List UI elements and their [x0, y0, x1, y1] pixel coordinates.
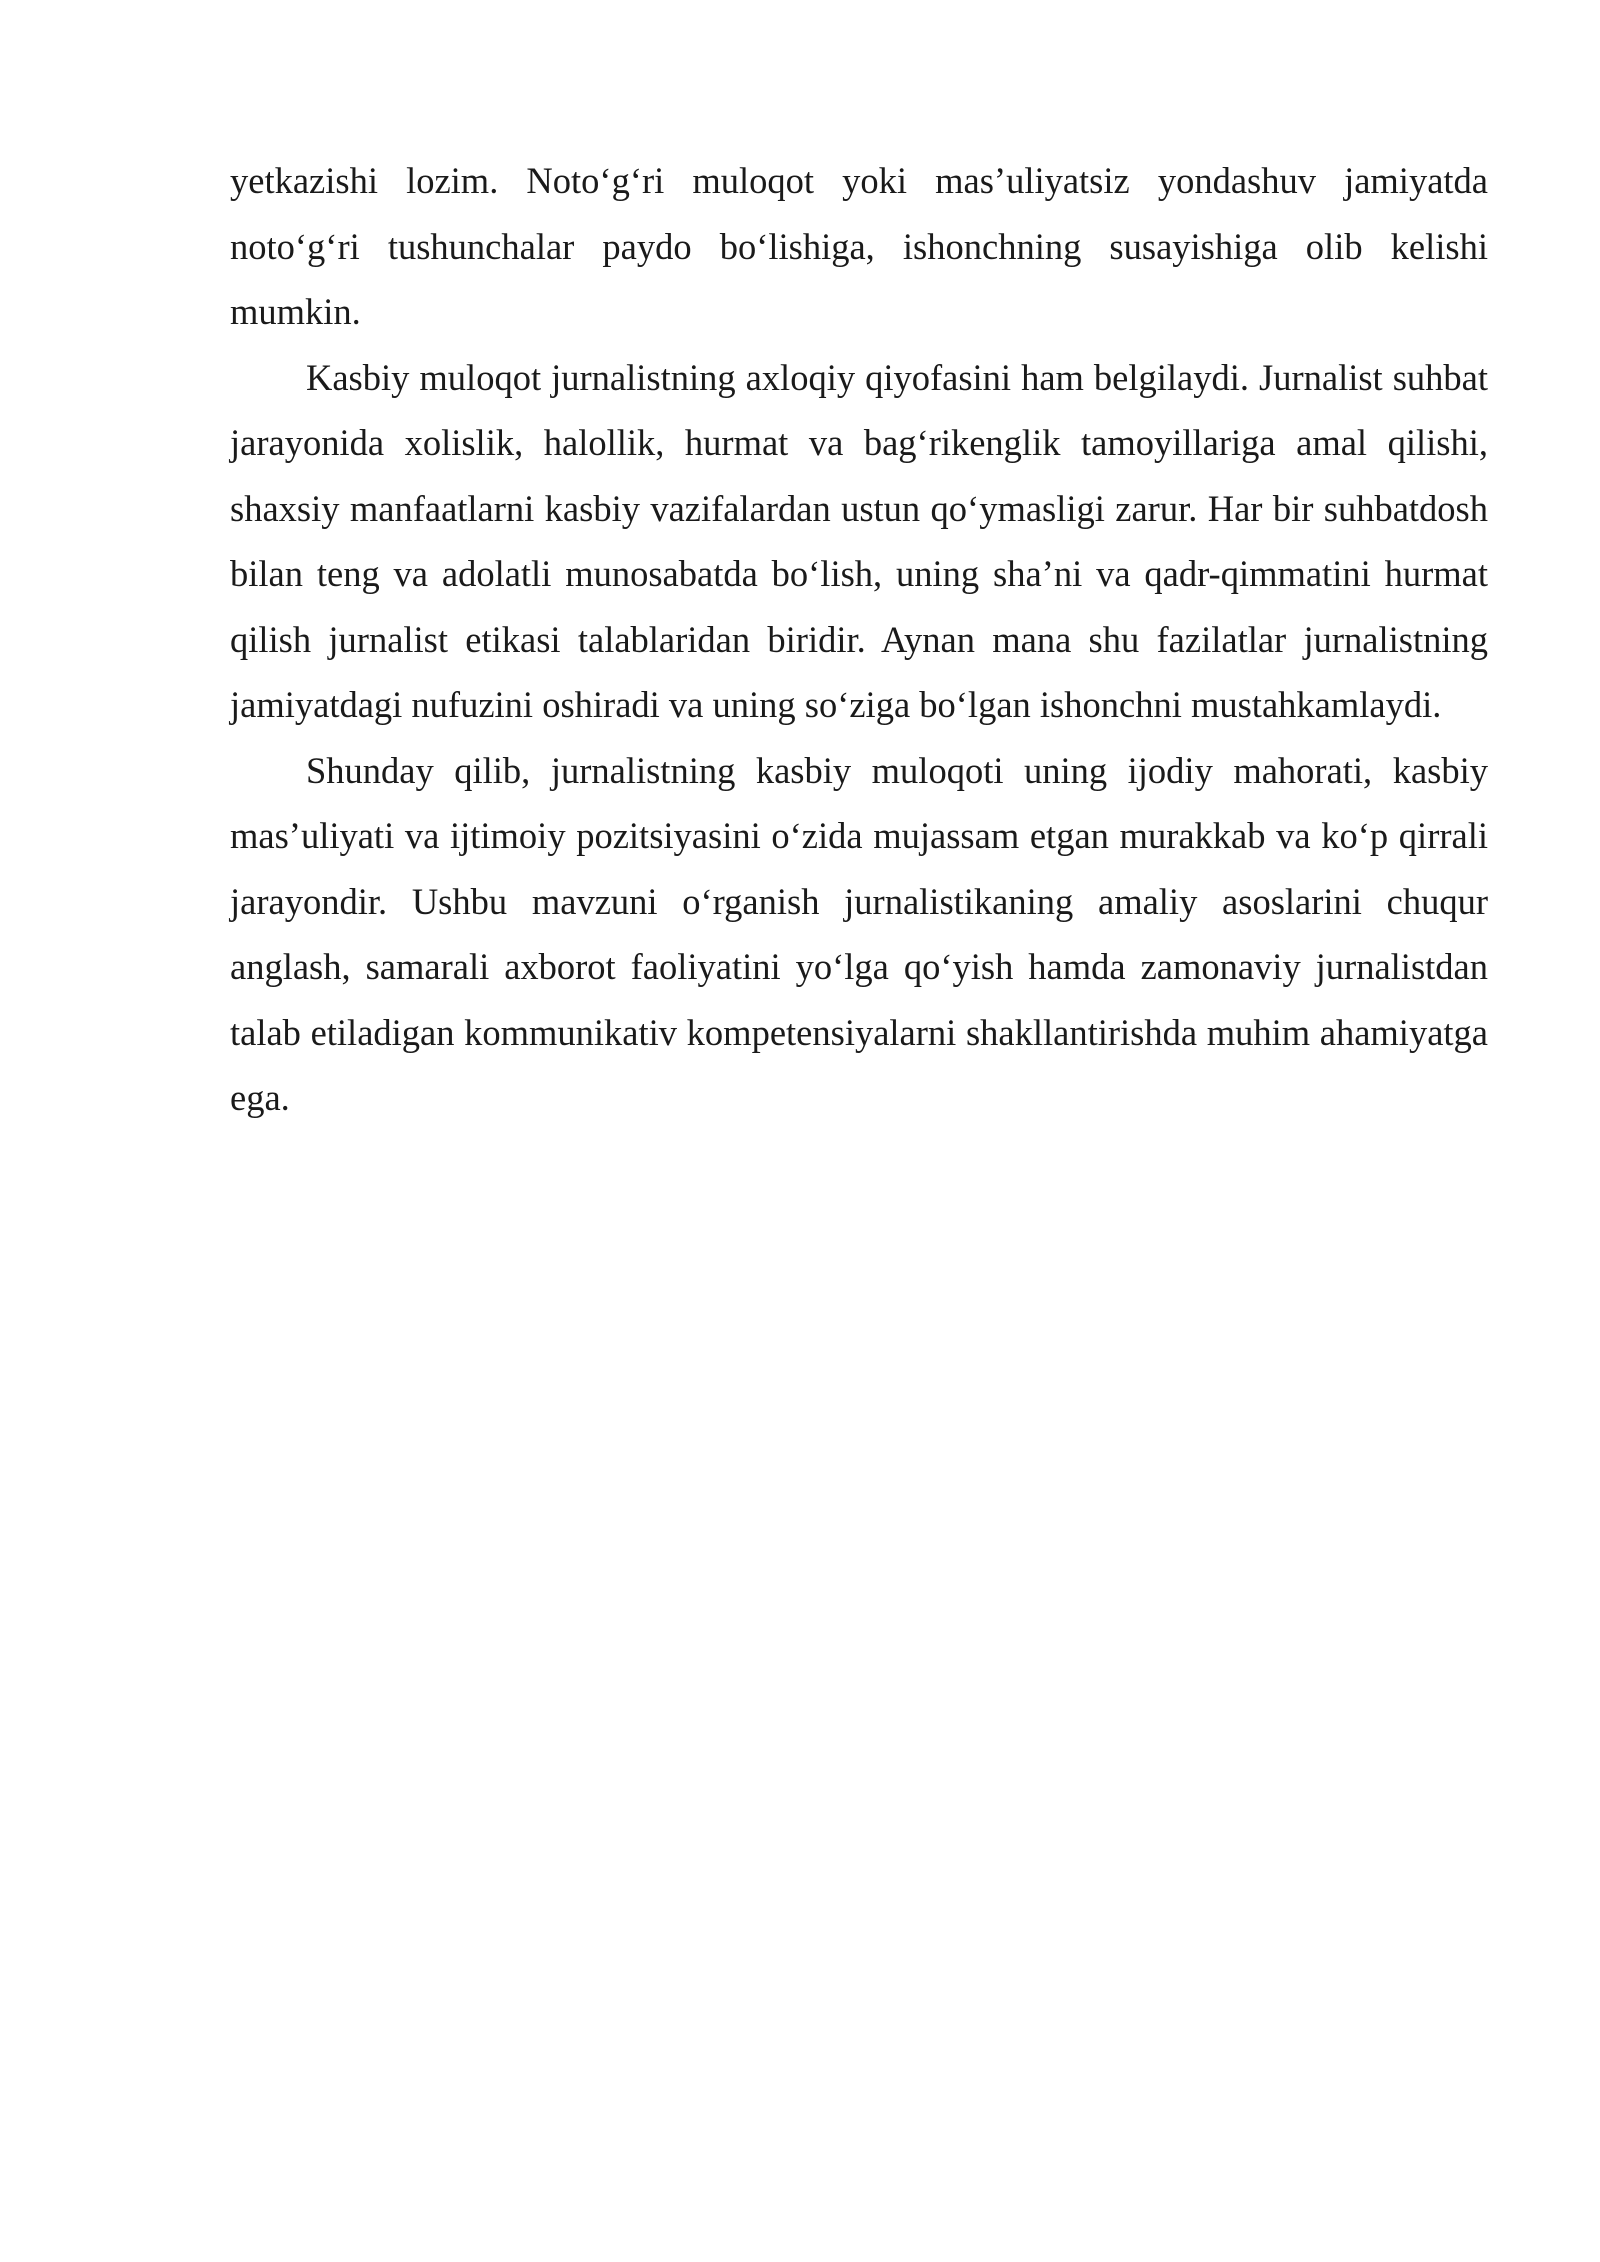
- paragraph-professional-ethics: Kasbiy muloqot jurnalistning axloqiy qiyofasini ham belgilaydi. Jurnalist suhbat jarayonida xolislik, halollik, hurmat va bag‘rikenglik tamoyillariga amal qilishi, shaxsiy manfaatlarni kasbiy vazifalardan ustun qo‘ymasligi zarur. Har bir suhbatdosh bilan teng va adolatli munosabatda bo‘lish, uning sha’ni va qadr-qimmatini hurmat qilish jurnalist etikasi talablaridan biridir. Aynan mana shu fazilatlar jurnalistning jamiyatdagi nufuzini oshiradi va uning so‘ziga bo‘lgan ishonchni mustahkamlaydi.: [230, 356, 1488, 725]
- paragraph-continuation: yetkazishi lozim. Noto‘g‘ri muloqot yoki mas’uliyatsiz yondashuv jamiyatda noto‘g‘ri tushunchalar paydo bo‘lishiga, ishonchning susayishiga olib kelishi mumkin.: [230, 160, 1488, 332]
- body-text: [230, 148, 1488, 1131]
- paragraph-conclusion: Shunday qilib, jurnalistning kasbiy muloqoti uning ijodiy mahorati, kasbiy mas’uliyati va ijtimoiy pozitsiyasini o‘zida mujassam etgan murakkab va ko‘p qirrali jarayondir. Ushbu mavzuni o‘rganish jurnalistikaning amaliy asoslarini chuqur anglash, samarali axborot faoliyatini yo‘lga qo‘yish hamda zamonaviy jurnalistdan talab etiladigan kommunikativ kompetensiyalarni shakllantirishda muhim ahamiyatga ega.: [230, 749, 1488, 1118]
